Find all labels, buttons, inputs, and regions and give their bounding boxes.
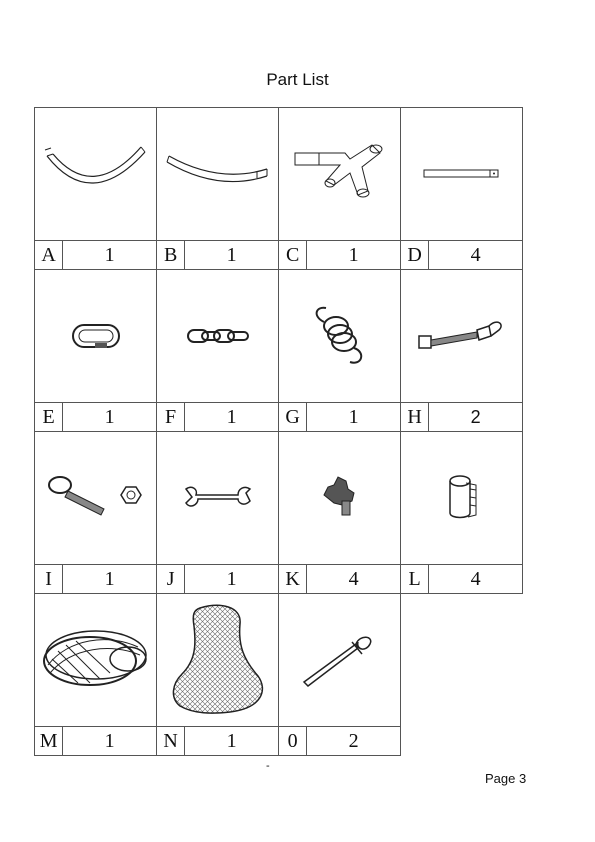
part-image-j: [157, 432, 279, 565]
part-quantity: 1: [185, 403, 279, 432]
basket-frame-icon: [38, 625, 154, 695]
page-number: Page 3: [485, 771, 527, 786]
part-image-l: [401, 432, 523, 565]
part-quantity: 1: [63, 241, 157, 270]
part-quantity: 1: [185, 727, 279, 756]
part-quantity: 1: [63, 727, 157, 756]
footer-mark: -: [266, 760, 270, 772]
bracket-connector-icon: [290, 139, 390, 209]
part-image-b: [157, 108, 279, 241]
part-letter: H: [401, 403, 429, 432]
part-letter: J: [157, 565, 185, 594]
spring-icon: [310, 304, 370, 368]
curved-tube-icon: [41, 144, 151, 204]
part-image-c: [279, 108, 401, 241]
pin-clip-icon: [300, 630, 380, 690]
end-cap-icon: [442, 473, 482, 523]
part-quantity: 1: [307, 403, 401, 432]
part-letter: G: [279, 403, 307, 432]
part-letter: L: [401, 565, 429, 594]
part-quantity: 1: [63, 565, 157, 594]
part-image-m: [35, 594, 157, 727]
part-quantity: 4: [307, 565, 401, 594]
part-letter: E: [35, 403, 63, 432]
part-image-e: [35, 270, 157, 403]
part-quantity: 1: [185, 241, 279, 270]
part-quantity: 1: [307, 241, 401, 270]
part-quantity: 4: [429, 241, 523, 270]
carabiner-icon: [71, 319, 121, 353]
part-quantity: 2: [307, 727, 401, 756]
part-image-f: [157, 270, 279, 403]
part-quantity: 1: [63, 403, 157, 432]
part-quantity: 2: [429, 403, 523, 432]
part-letter: M: [35, 727, 63, 756]
parts-table: [34, 107, 523, 756]
part-letter: 0: [279, 727, 307, 756]
part-letter: I: [35, 565, 63, 594]
part-letter: A: [35, 241, 63, 270]
page-title: Part List: [266, 70, 329, 89]
part-quantity: 1: [185, 565, 279, 594]
part-letter: F: [157, 403, 185, 432]
part-letter: B: [157, 241, 185, 270]
part-letter: N: [157, 727, 185, 756]
knob-screw-icon: [318, 473, 362, 523]
straight-tube-icon: [422, 166, 502, 182]
part-letter: C: [279, 241, 307, 270]
part-image-i: [35, 432, 157, 565]
wrench-icon: [182, 483, 254, 513]
part-image-a: [35, 108, 157, 241]
part-letter: K: [279, 565, 307, 594]
curved-tube-icon: [163, 154, 273, 194]
part-image-h: [401, 270, 523, 403]
turnbuckle-icon: [417, 316, 507, 356]
eye-bolt-and-nut-icon: [46, 473, 146, 523]
mesh-seat-icon: [170, 604, 266, 716]
part-image-d: [401, 108, 523, 241]
chain-icon: [186, 326, 250, 346]
part-image-g: [279, 270, 401, 403]
part-letter: D: [401, 241, 429, 270]
empty-cell: [401, 594, 523, 756]
part-image-o: [279, 594, 401, 727]
part-image-n: [157, 594, 279, 727]
part-image-k: [279, 432, 401, 565]
part-quantity: 4: [429, 565, 523, 594]
